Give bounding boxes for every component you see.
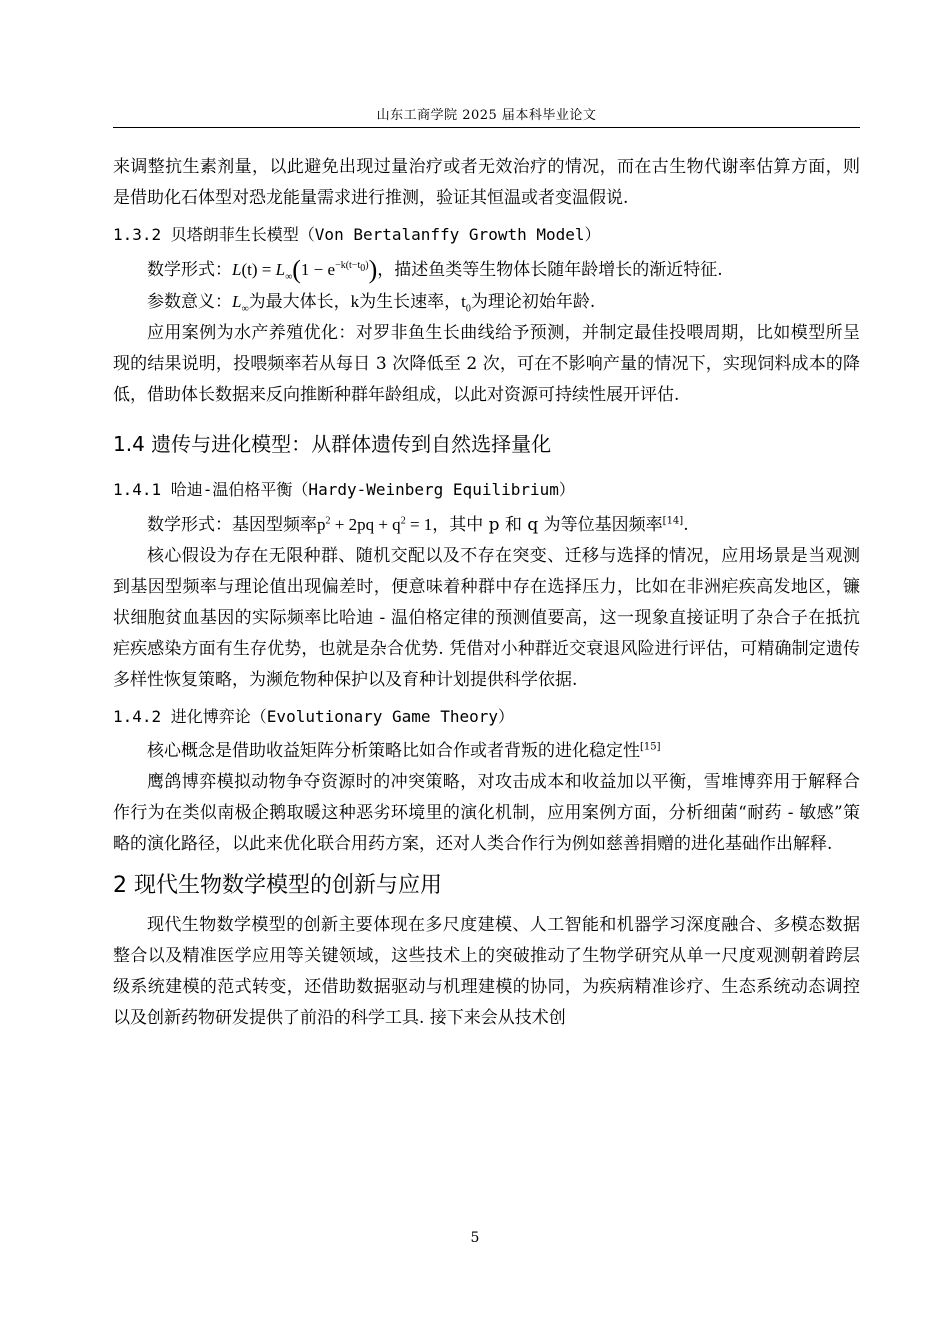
hw-formula: $p^2 + 2pq + q^2 = 1$ xyxy=(317,515,433,534)
page-number: 5 xyxy=(470,1230,480,1246)
section-heading-text: 1.4.1 哈迪-温伯格平衡（Hardy-Weinberg Equilibrium） xyxy=(113,480,575,499)
formula-label: 数学形式： xyxy=(147,260,232,280)
vb-application-paragraph: 应用案例为水产养殖优化：对罗非鱼生长曲线给予预测，并制定最佳投喂周期，比如模型所呈现的结果说明，投喂频率若从每日 3 次降低至 2 次，可在不影响产量的情况下，实现饲料成本的降低，借助体长数据来反向推断种群年龄组成，以此对资源可持续性展开评估. xyxy=(113,323,860,405)
egt-body-paragraph: 鹰鸽博弈模拟动物争夺资源时的冲突策略，对攻击成本和收益加以平衡，雪堆博弈用于解释合作行为在类似南极企鹅取暖这种恶劣环境里的演化机制，应用案例方面，分析细菌“耐药 - 敏感”策略的演化路径，以此来优化联合用药方案，还对人类合作行为例如慈善捐赠的进化基础作出解释. xyxy=(113,772,860,854)
hw-body-paragraph: 核心假设为存在无限种群、随机交配以及不存在突变、迁移与选择的情况，应用场景是当观测到基因型频率与理论值出现偏差时，便意味着种群中存在选择压力，比如在非洲疟疾高发地区，镰状细胞贫血基因的实际频率比哈迪 - 温伯格定律的预测值要高，这一现象直接证明了杂合子在抵抗疟疾感染方面有生存优势，也就是杂合优势. 凭借对小种群近交衰退风险进行评估，可精确制定遗传多样性恢复策略，为濒危物种保护以及育种计划提供科学依据. xyxy=(113,546,860,690)
hw-formula-line: 数学形式：基因型频率$p^2 + 2pq + q^2 = 1$，其中 p 和 q 为等位基因频率[14]. xyxy=(147,515,689,535)
vb-formula-line xyxy=(113,254,860,286)
section-1-4-2-heading xyxy=(113,702,860,732)
chapter-2-heading: 2 现代生物数学模型的创新与应用 xyxy=(113,873,442,898)
formula-description: ，描述鱼类等生物体长随年龄增长的渐近特征. xyxy=(377,260,723,280)
header-rule xyxy=(113,127,860,128)
chapter-2-intro-paragraph: 现代生物数学模型的创新主要体现在多尺度建模、人工智能和机器学习深度融合、多模态数据整合以及精准医学应用等关键领域，这些技术上的突破推动了生物学研究从单一尺度观测朝着跨层级系统建模的范式转变，还借助数据驱动与机理建模的协同，为疾病精准诊疗、生态系统动态调控以及创新药物研发提供了前沿的科学工具. 接下来会从技术创 xyxy=(113,915,860,1028)
vb-parameters: 参数意义：$L_\infty$为最大体长，k为生长速率，$t_0$为理论初始年龄. xyxy=(147,292,596,315)
citation-14: [14] xyxy=(662,515,684,527)
running-header: 山东工商学院 2025 届本科毕业论文 xyxy=(376,108,597,123)
page-content xyxy=(113,152,860,1034)
vb-formula: $L(t) = L_\infty(1 - e^{-k(t-t_0)})$ xyxy=(232,255,378,284)
egt-concept-line: 核心概念是借助收益矩阵分析策略比如合作或者背叛的进化稳定性[15] xyxy=(147,741,661,761)
section-1-4-heading: 1.4 遗传与进化模型：从群体遗传到自然选择量化 xyxy=(113,432,552,456)
intro-paragraph: 来调整抗生素剂量，以此避免出现过量治疗或者无效治疗的情况，而在古生物代谢率估算方面，则是借助化石体型对恐龙能量需求进行推测，验证其恒温或者变温假说. xyxy=(113,157,860,208)
section-1-4-1-heading xyxy=(113,475,860,505)
section-1-3-2-heading xyxy=(113,220,860,250)
section-heading-text: 1.3.2 贝塔朗菲生长模型（Von Bertalanffy Growth Model） xyxy=(113,225,601,244)
citation-15: [15] xyxy=(640,741,661,753)
section-heading-text: 1.4.2 进化博弈论（Evolutionary Game Theory） xyxy=(113,707,514,726)
